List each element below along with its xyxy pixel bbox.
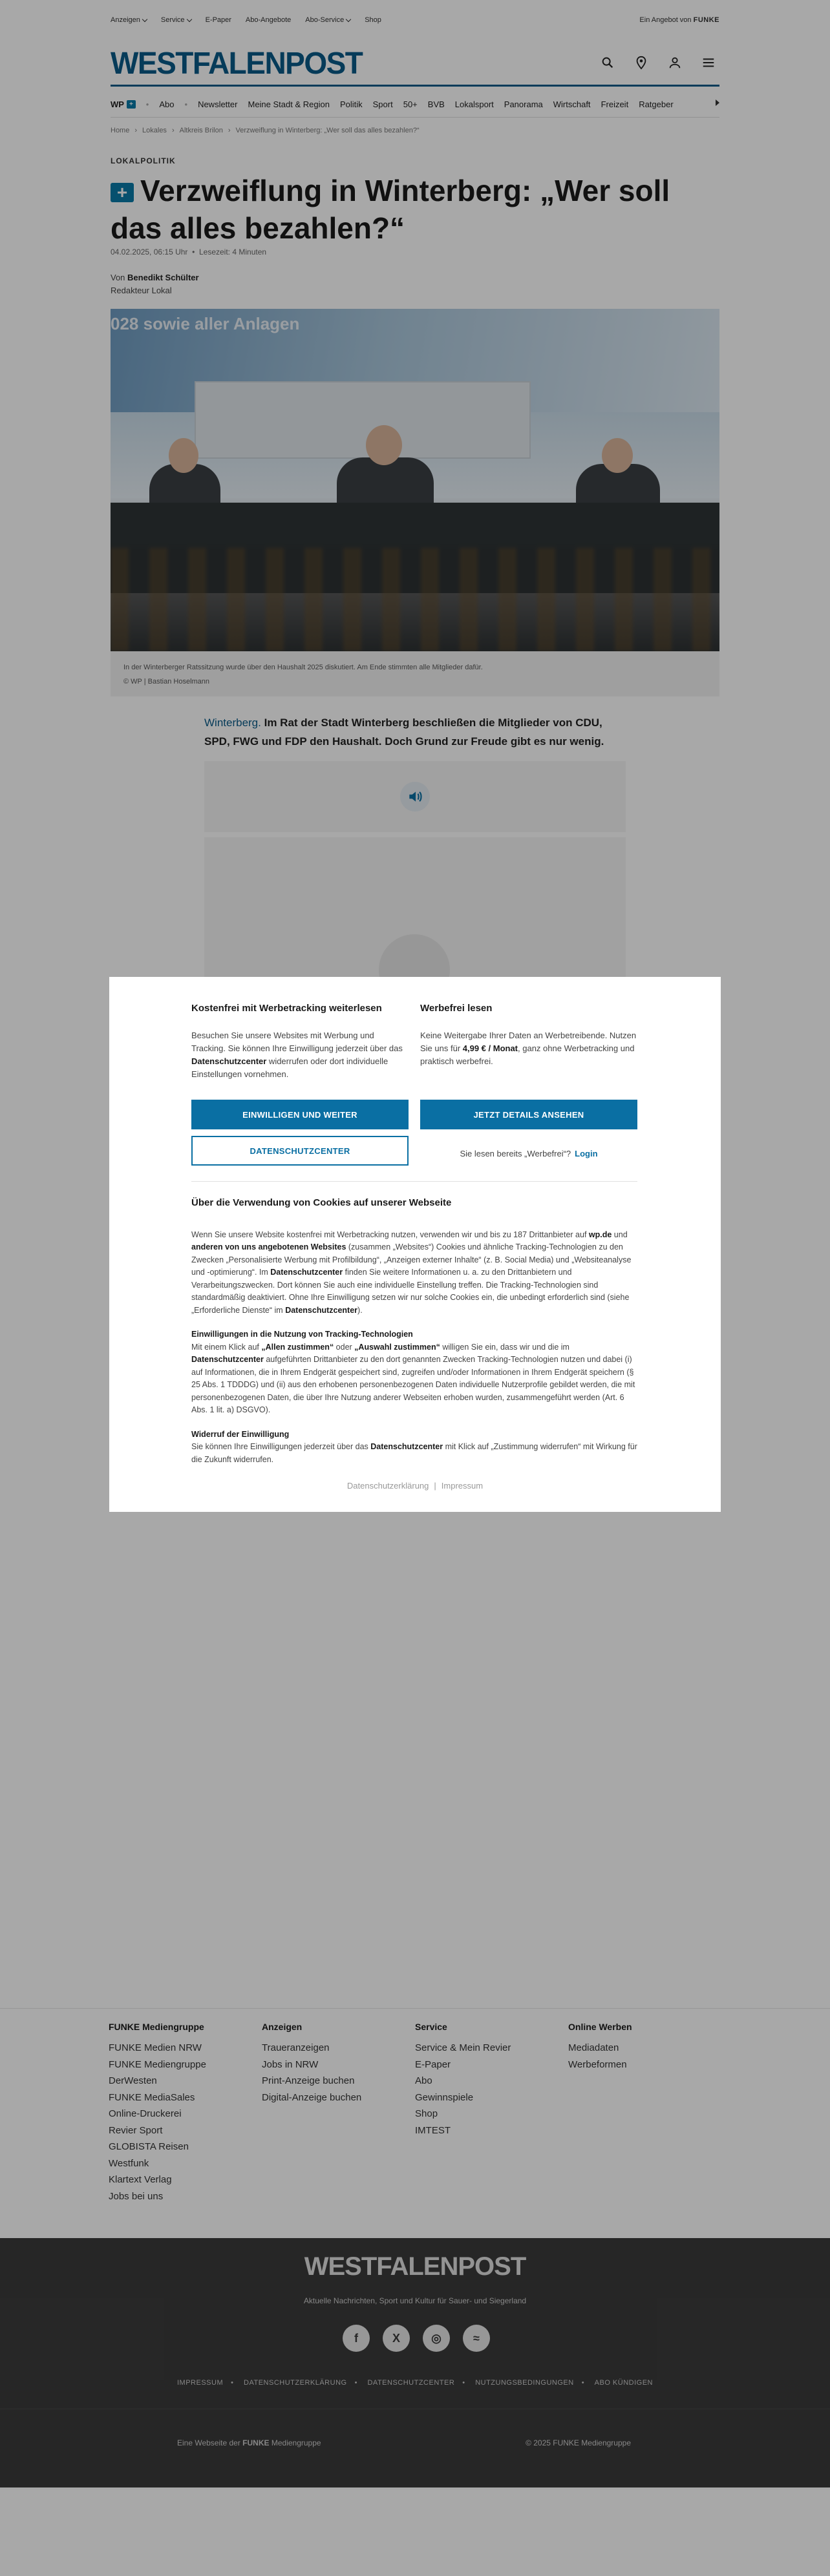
footer-column-title: Anzeigen xyxy=(262,2022,303,2032)
footer-link[interactable]: Online-Druckerei xyxy=(109,2108,182,2119)
text-part: aufgeführten Drittanbieter zu den dort genannten Zwecken Tracking-Technologien nutzen und dabei (i) auf Informationen, die in Ihrem Endgerät gespeichert sind, zugreifen und/oder Informationen in Ihrem Endgerät speichern (§ 25 Abs. 1 TDDDG) und (ii) aus den erhobenen personenbezogenen Daten individuelle Nutzerprofile gebildet werden, die mit personenbezogenen Daten, die über Ihre Nutzung anderer Webseiten erhoben wurden, zusammengeführt werden (Art. 6 Abs. 1 lit. a) DSGVO). xyxy=(191,1355,635,1414)
privacy-center-button[interactable]: DATENSCHUTZCENTER xyxy=(191,1136,409,1166)
text-part: widerrufen oder dort individuelle Einstellungen vornehmen. xyxy=(191,1056,388,1079)
text-part: , ganz ohne Werbetracking und praktisch werbefrei. xyxy=(420,1043,635,1066)
author-role: Redakteur Lokal xyxy=(111,286,172,295)
funke-prefix: Ein Angebot von xyxy=(639,16,692,24)
breadcrumb-lokales[interactable]: Lokales xyxy=(142,127,167,134)
privacy-center-link[interactable]: Datenschutzcenter xyxy=(191,1355,264,1364)
already-subscribed-text: Sie lesen bereits „Werbefrei“? xyxy=(460,1149,571,1158)
plus-badge: + xyxy=(127,100,136,109)
text-part: oder xyxy=(334,1342,355,1352)
text-part: Besuchen Sie unsere Websites mit Werbung und Tracking. Sie können Ihre Einwilligung jederzeit über das xyxy=(191,1031,403,1053)
legal-separator: • xyxy=(581,2379,585,2387)
headline-text: Verzweiflung in Winterberg: „Wer soll das alles bezahlen?“ xyxy=(111,174,670,245)
cookie-consent-dialog xyxy=(109,977,721,1512)
lead-text: Im Rat der Stadt Winterberg beschließen die Mitglieder von CDU, SPD, FWG und FDP den Haushalt. Doch Grund zur Freude gibt es nur wenig. xyxy=(204,717,604,748)
breadcrumb-home[interactable]: Home xyxy=(111,127,130,134)
footer-link[interactable]: Traueranzeigen xyxy=(262,2042,330,2053)
article-kicker: LOKALPOLITIK xyxy=(111,156,176,165)
footer-legal-impressum[interactable]: IMPRESSUM xyxy=(176,2379,224,2387)
privacy-policy-link[interactable]: Datenschutzerklärung xyxy=(346,1481,429,1491)
footer-link[interactable]: FUNKE Medien NRW xyxy=(109,2042,202,2053)
text-emphasis: „Auswahl zustimmen“ xyxy=(354,1342,440,1352)
nav-wp-label: WP xyxy=(111,99,124,109)
funke-logo: FUNKE xyxy=(693,16,719,24)
nav-item-bvb[interactable]: BVB xyxy=(427,99,445,109)
nav-item-lokalsport[interactable]: Lokalsport xyxy=(454,99,494,109)
consent-adfree-text xyxy=(420,1029,637,1085)
footer-link[interactable]: FUNKE MediaSales xyxy=(109,2091,195,2103)
text-part: willigen Sie ein, dass wir und die im xyxy=(440,1342,569,1352)
photo-credit: © WP | Bastian Hoselmann xyxy=(123,678,210,686)
privacy-center-link[interactable]: Datenschutzcenter xyxy=(270,1268,343,1277)
footer-link[interactable]: Gewinnspiele xyxy=(415,2091,474,2103)
footer-column-title: Service xyxy=(415,2022,447,2032)
text-emphasis: „Allen zustimmen“ xyxy=(261,1342,334,1352)
consent-option-adfree xyxy=(420,1003,637,1085)
cookie-info-text xyxy=(191,1197,637,1478)
footer-link[interactable]: Westfunk xyxy=(109,2157,149,2169)
topbar-link-label: Anzeigen xyxy=(111,16,140,24)
consent-tracking-text xyxy=(191,1029,409,1085)
text-part: mit Klick auf „Zustimmung widerrufen“ mit Wirkung für die Zukunft widerrufen. xyxy=(191,1442,637,1464)
footer-link[interactable]: DerWesten xyxy=(109,2075,157,2086)
photo-wall-text: 028 sowie aller Anlagen xyxy=(111,314,300,333)
footer-link[interactable]: Service & Mein Revier xyxy=(415,2042,511,2053)
plus-badge: + xyxy=(111,183,134,202)
footer-link[interactable]: Digital-Anzeige buchen xyxy=(262,2091,362,2103)
footer-column-title: Online Werben xyxy=(568,2022,632,2032)
nav-item-meine-stadt[interactable]: Meine Stadt & Region xyxy=(248,99,330,109)
author-name[interactable]: Benedikt Schülter xyxy=(127,273,199,282)
adfree-login-row xyxy=(420,1149,637,1158)
nav-item-wirtschaft[interactable]: Wirtschaft xyxy=(553,99,591,109)
footer-link[interactable]: GLOBISTA Reisen xyxy=(109,2141,189,2152)
legal-separator: • xyxy=(462,2379,465,2387)
footer-link[interactable]: E-Paper xyxy=(415,2058,451,2070)
consent-adfree-title: Werbefrei lesen xyxy=(420,1003,493,1014)
text-part: und xyxy=(612,1230,628,1239)
adfree-price: 4,99 € / Monat xyxy=(462,1043,518,1053)
consent-footer-links xyxy=(109,1481,721,1491)
facebook-icon[interactable]: f xyxy=(343,2325,370,2352)
instagram-icon[interactable]: ◎ xyxy=(423,2325,450,2352)
funke-brand[interactable]: FUNKE xyxy=(242,2438,270,2447)
nav-item-freizeit[interactable]: Freizeit xyxy=(601,99,629,109)
footer-link[interactable]: Print-Anzeige buchen xyxy=(262,2075,355,2086)
footer-link[interactable]: Werbeformen xyxy=(568,2058,627,2070)
privacy-center-link[interactable]: Datenschutzcenter xyxy=(191,1056,267,1066)
privacy-center-link[interactable]: Datenschutzcenter xyxy=(285,1305,358,1315)
footer-link[interactable]: Shop xyxy=(415,2108,438,2119)
consent-divider xyxy=(191,1181,637,1182)
revoke-heading: Widerruf der Einwilligung xyxy=(191,1429,290,1439)
revoke-paragraph xyxy=(191,1429,637,1467)
legal-separator: • xyxy=(354,2379,357,2387)
article-meta: 04.02.2025, 06:15 Uhr • Lesezeit: 4 Minuten xyxy=(111,247,267,257)
link-separator: | xyxy=(434,1481,436,1491)
consent-option-tracking xyxy=(191,1003,409,1085)
topbar-link-label: Service xyxy=(160,16,185,24)
caption-text: In der Winterberger Ratssitzung wurde über den Haushalt 2025 diskutiert. Am Ende stimmten alle Mitglieder dafür. xyxy=(123,664,483,671)
nav-item-ratgeber[interactable]: Ratgeber xyxy=(639,99,674,109)
footer-legal-abo-kuendigen[interactable]: ABO KÜNDIGEN xyxy=(594,2379,653,2387)
text-part: Sie können Ihre Einwilligungen jederzeit über das xyxy=(191,1442,371,1451)
cookie-info-paragraph xyxy=(191,1229,637,1317)
text-part: finden Sie weitere Informationen u. a. zu den Drittanbietern und Verarbeitungszwecken. Dort können Sie auch eine individuelle Einstellung treffen. Die Tracking-Technologien sind standardmäßig deaktiviert. Ohne Ihre Einwilligung setzen wir nur solche Cookies ein, die unbedingt erforderlich sind (siehe „Erforderliche Dienste“ im xyxy=(191,1268,630,1315)
nav-item-politik[interactable]: Politik xyxy=(339,99,363,109)
nav-separator: • xyxy=(184,99,188,109)
view-details-button[interactable]: JETZT DETAILS ANSEHEN xyxy=(420,1100,637,1129)
breadcrumb-separator: › xyxy=(134,127,138,134)
login-link[interactable]: Login xyxy=(575,1149,598,1158)
cookie-info-title: Über die Verwendung von Cookies auf unserer Webseite xyxy=(191,1197,452,1208)
footer-link[interactable]: Jobs bei uns xyxy=(109,2190,164,2202)
footer-logo[interactable]: WESTFALENPOST xyxy=(304,2252,526,2281)
breadcrumb-separator: › xyxy=(171,127,175,134)
breadcrumb-altkreis-brilon[interactable]: Altkreis Brilon xyxy=(179,127,223,134)
x-twitter-icon[interactable]: X xyxy=(383,2325,410,2352)
footer-link[interactable]: FUNKE Mediengruppe xyxy=(109,2058,206,2070)
topbar-link-shop[interactable]: Shop xyxy=(365,16,381,24)
breadcrumb-current: Verzweiflung in Winterberg: „Wer soll das alles bezahlen?“ xyxy=(235,127,420,134)
owner-note-suffix: Mediengruppe xyxy=(269,2438,321,2447)
accept-and-continue-button[interactable]: EINWILLIGEN UND WEITER xyxy=(191,1100,409,1129)
nav-item-50plus[interactable]: 50+ xyxy=(403,99,418,109)
nav-item-panorama[interactable]: Panorama xyxy=(504,99,543,109)
footer-link[interactable]: Jobs in NRW xyxy=(262,2058,319,2070)
footer-link[interactable]: IMTEST xyxy=(415,2124,451,2136)
nav-separator: • xyxy=(145,99,149,109)
consent-tracking-heading: Einwilligungen in die Nutzung von Tracking-Technologien xyxy=(191,1330,413,1339)
footer-link[interactable]: Klartext Verlag xyxy=(109,2174,172,2185)
text-part: Mit einem Klick auf xyxy=(191,1342,262,1352)
site-logo[interactable]: WESTFALENPOST xyxy=(111,45,363,80)
text-part: (zusammen „Websites“) Cookies und ähnliche Tracking-Technologien zu den Zwecken „Personalisierte Werbung mit Profilbildung“, „Anzeigen externer Inhalte“ (z. B. Social Media) und „Websiteanalyse und -optimierung“. Im xyxy=(191,1242,632,1277)
text-part: ). xyxy=(357,1305,363,1315)
privacy-center-link[interactable]: Datenschutzcenter xyxy=(370,1442,443,1451)
nav-item-abo[interactable]: Abo xyxy=(159,99,175,109)
nav-item-newsletter[interactable]: Newsletter xyxy=(198,99,238,109)
topbar-link-label: Abo-Service xyxy=(305,16,345,24)
footer-link[interactable]: Abo xyxy=(415,2075,432,2086)
footer-legal-datenschutzerklaerung[interactable]: DATENSCHUTZERKLÄRUNG xyxy=(244,2379,347,2387)
article-readtime: Lesezeit: 4 Minuten xyxy=(198,247,267,257)
rss-icon[interactable]: ≈ xyxy=(463,2325,490,2352)
footer-column-title: FUNKE Mediengruppe xyxy=(109,2022,204,2032)
footer-legal-nutzungsbedingungen[interactable]: NUTZUNGSBEDINGUNGEN xyxy=(475,2379,574,2387)
text-part: Wenn Sie unsere Website kostenfrei mit Werbetracking nutzen, verwenden wir und bis zu 187 Drittanbieter auf xyxy=(191,1230,589,1239)
site-link[interactable]: wp.de xyxy=(588,1230,612,1239)
consent-tracking-paragraph xyxy=(191,1328,637,1417)
imprint-link[interactable]: Impressum xyxy=(441,1481,484,1491)
topbar-link-abo-angebote[interactable]: Abo-Angebote xyxy=(245,16,292,24)
footer-legal-datenschutzcenter[interactable]: DATENSCHUTZCENTER xyxy=(367,2379,455,2387)
owner-note-prefix: Eine Webseite der xyxy=(177,2438,243,2447)
article-date: 04.02.2025, 06:15 Uhr xyxy=(111,247,188,257)
consent-tracking-title: Kostenfrei mit Werbetracking weiterlesen xyxy=(191,1003,382,1014)
footer-link[interactable]: Revier Sport xyxy=(109,2124,163,2136)
footer-copyright: © 2025 FUNKE Mediengruppe xyxy=(526,2438,631,2447)
footer-tagline: Aktuelle Nachrichten, Sport und Kultur für Sauer- und Siegerland xyxy=(303,2296,527,2305)
legal-separator: • xyxy=(231,2379,234,2387)
author-prefix: Von xyxy=(111,273,125,282)
topbar-link-epaper[interactable]: E-Paper xyxy=(205,16,231,24)
breadcrumb-separator: › xyxy=(228,127,231,134)
nav-item-sport[interactable]: Sport xyxy=(372,99,393,109)
footer-link[interactable]: Mediadaten xyxy=(568,2042,619,2053)
text-part: Keine Weitergabe Ihrer Daten an Werbetreibende. Nutzen Sie uns für xyxy=(420,1031,637,1053)
other-websites-link[interactable]: anderen von uns angebotenen Websites xyxy=(191,1242,346,1251)
lead-location: Winterberg. xyxy=(204,717,261,729)
